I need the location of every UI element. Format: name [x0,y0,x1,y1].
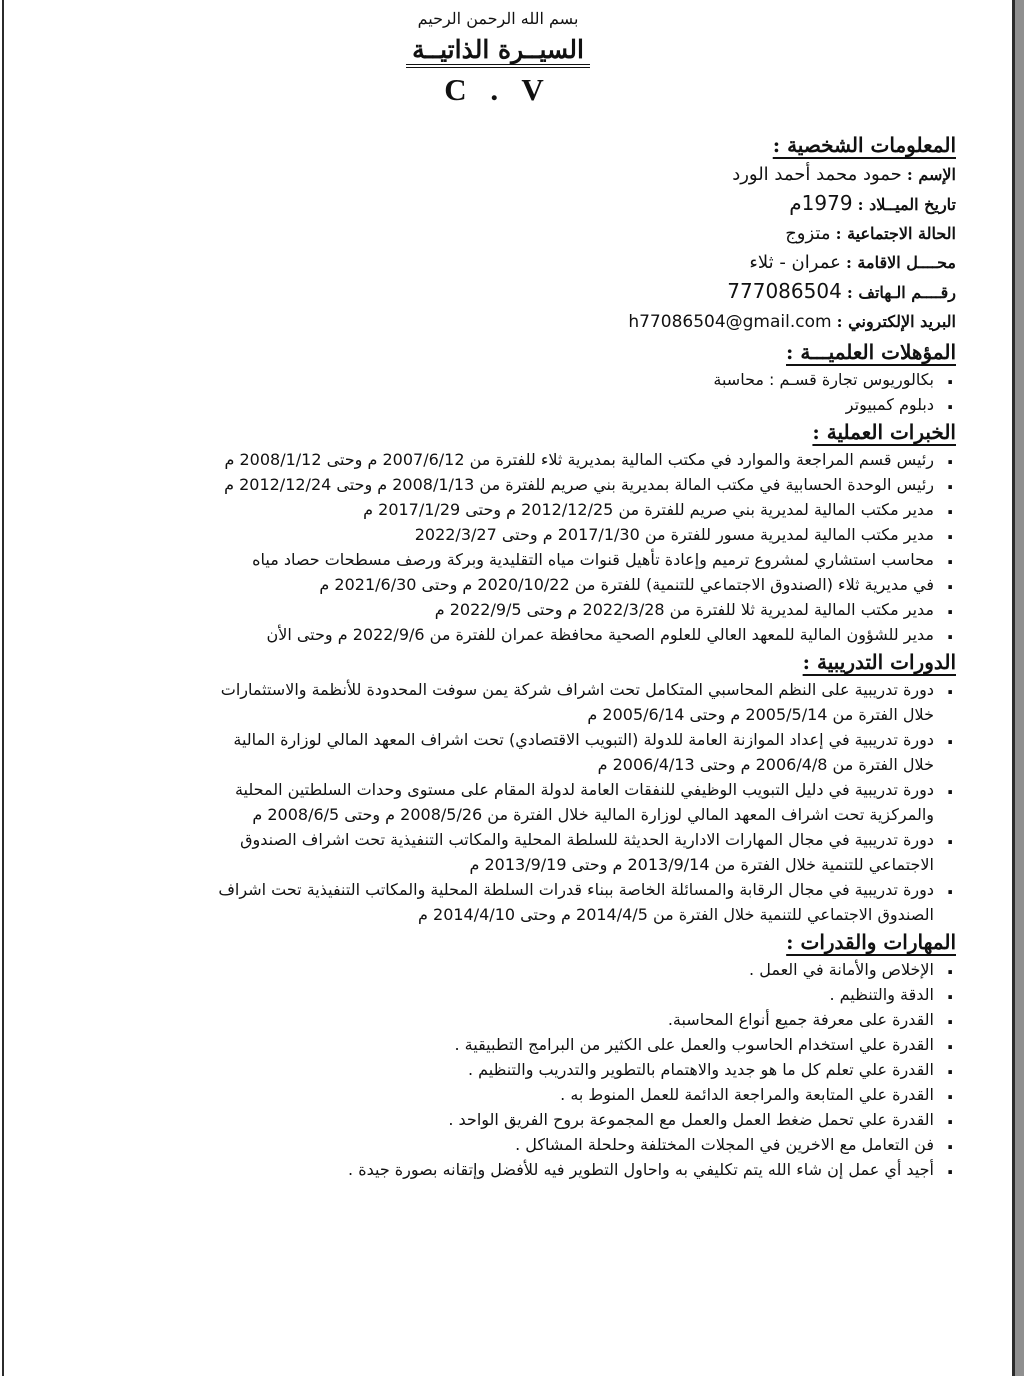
course-line-1: . دورة تدريبية في مجال المهارات الادارية الحديثة للسلطة المحلية والمكاتب التنفيذية تحت اشراف الصندوق [240,830,934,849]
residence-label: محــــل الاقامة : [845,253,956,272]
experience-list [40,447,956,647]
document-title-text: السيــرة الذاتيــة [406,35,590,68]
qualifications-list [40,367,956,417]
experience-heading: الخبرات العملية : [812,420,956,444]
list-item: . القدرة على معرفة جميع أنواع المحاسبة. [40,1007,956,1032]
phone-value: 777086504 [727,279,842,303]
list-item: . القدرة علي تحمل ضغط العمل والعمل مع المجموعة بروح الفريق الواحد . [40,1107,956,1132]
document-title [40,32,956,68]
marital-value: متزوج [785,223,831,244]
list-item [40,677,956,727]
list-item: . مدير مكتب المالية لمديرية ثلا للفترة من 2022/3/28 م وحتى 2022/9/5 م [40,597,956,622]
personal-row-phone [40,277,956,307]
basmala: بسم الله الرحمن الرحيم [417,9,579,28]
list-item: . الدقة والتنظيم . [40,982,956,1007]
personal-row-marital [40,219,956,248]
page-border-shadow [1015,0,1024,1376]
course-line-1: . دورة تدريبية على النظم المحاسبي المتكامل تحت اشراف شركة يمن سوفت المحدودة للأنظمة والاستثمارات [220,680,934,699]
list-item: . محاسب استشاري لمشروع ترميم وإعادة تأهيل قنوات مياه التقليدية وبركة ورصف مسطحات حصاد مياه [40,547,956,572]
skills-heading: المهارات والقدرات : [786,930,956,954]
personal-row-name [40,160,956,189]
courses-list [40,677,956,927]
marital-label: الحالة الاجتماعية : [835,224,956,243]
list-item: . مدير مكتب المالية لمديرية بني صريم للفترة من 2012/12/25 م وحتى 2017/1/29 م [40,497,956,522]
course-line-1: . دورة تدريبية في إعداد الموازنة العامة للدولة (التبويب الاقتصادي) تحت اشراف المعهد المالي لوزارة المالية [233,730,934,749]
list-item [40,877,956,927]
name-label: الإسم : [906,165,956,184]
list-item: . مدير للشؤون المالية للمعهد العالي للعلوم الصحية محافظة عمران للفترة من 2022/9/6 م وحتى الأن [40,622,956,647]
list-item: . القدرة علي استخدام الحاسوب والعمل على الكثير من البرامج التطبيقية . [40,1032,956,1057]
skills-list [40,957,956,1182]
name-value: حمود محمد أحمد الورد [732,164,902,185]
qualifications-heading: المؤهلات العلميـــة : [786,340,956,364]
list-item [40,827,956,877]
list-item: . القدرة علي المتابعة والمراجعة الدائمة للعمل المنوط به . [40,1082,956,1107]
birth-label: تاريخ الميــلاد : [857,195,956,214]
list-item: . الإخلاص والأمانة في العمل . [40,957,956,982]
personal-info-heading: المعلومات الشخصية : [772,133,956,157]
residence-value: عمران - ثلاء [749,252,841,273]
cv-content [40,6,956,1182]
email-label: البريد الإلكتروني : [836,312,956,331]
course-line-2: خلال الفترة من 2006/4/8 م وحتى 2006/4/13 م [597,755,934,774]
course-line-1: . دورة تدريبية في مجال الرقابة والمسائلة الخاصة ببناء قدرات السلطة المحلية والمكاتب التنفيذية تحت اشراف [218,880,934,899]
cv-label: C . V [444,72,552,107]
list-item: . رئيس الوحدة الحسابية في مكتب المالة بمديرية بني صريم للفترة من 2008/1/13 م وحتى 2012/12/24 م [40,472,956,497]
email-value: h77086504@gmail.com [628,312,832,332]
birth-value: 1979م [789,191,853,215]
list-item: . بكالوريوس تجارة قسـم : محاسبة [40,367,956,392]
personal-row-email [40,307,956,337]
list-item [40,727,956,777]
course-line-2: والمركزية تحت اشراف المعهد المالي لوزارة المالية خلال الفترة من 2008/5/26 م وحتى 2008/6/5 م [252,805,934,824]
list-item: . مدير مكتب المالية لمديرية مسور للفترة من 2017/1/30 م وحتى 2022/3/27 [40,522,956,547]
personal-row-birth [40,189,956,219]
course-line-1: . دورة تدريبية في دليل التبويب الوظيفي للنفقات العامة لدولة المقام على مستوى وحدات السلطتين المحلية [234,780,934,799]
phone-label: رقــــم الـهاتف : [846,283,956,302]
courses-heading: الدورات التدريبية : [802,650,956,674]
course-line-2: الصندوق الاجتماعي للتنمية خلال الفترة من 2014/4/5 م وحتى 2014/4/10 م [418,905,934,924]
course-line-2: خلال الفترة من 2005/5/14 م وحتى 2005/6/14 م [587,705,934,724]
course-line-2: الاجتماعي للتنمية خلال الفترة من 2013/9/14 م وحتى 2013/9/19 م [469,855,934,874]
list-item: . في مديرية ثلاء (الصندوق الاجتماعي للتنمية) للفترة من 2020/10/22 م وحتى 2021/6/30 م [40,572,956,597]
list-item: . رئيس قسم المراجعة والموارد في مكتب المالية بمديرية ثلاء للفترة من 2007/6/12 م وحتى 2008/1/12 م [40,447,956,472]
list-item: . فن التعامل مع الاخرين في المجلات المختلفة وحلحلة المشاكل . [40,1132,956,1157]
personal-row-residence [40,248,956,277]
list-item: . القدرة علي تعلم كل ما هو جديد والاهتمام بالتطوير والتدريب والتنظيم . [40,1057,956,1082]
list-item [40,777,956,827]
page-border-left [2,0,4,1376]
list-item: . دبلوم كمبيوتر [40,392,956,417]
list-item: . أجيد أي عمل إن شاء الله يتم تكليفي به واحاول التطوير فيه للأفضل وإتقانه بصورة جيدة . [40,1157,956,1182]
